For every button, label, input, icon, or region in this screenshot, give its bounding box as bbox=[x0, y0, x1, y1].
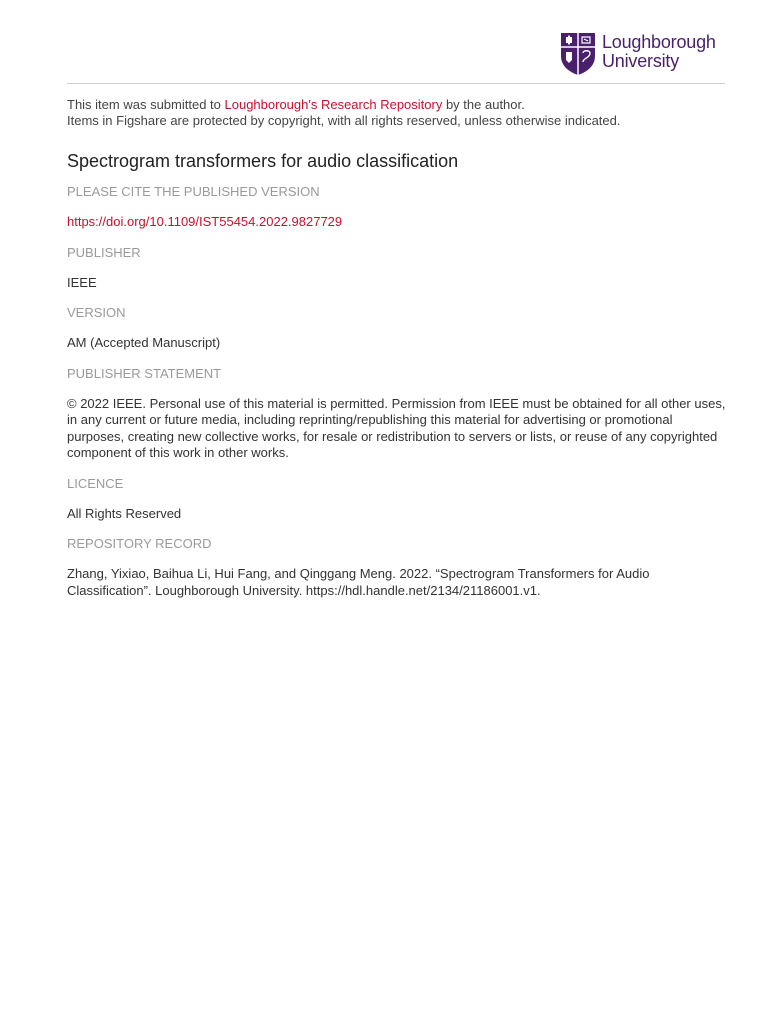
university-logo bbox=[560, 32, 730, 76]
licence-label: LICENCE bbox=[67, 475, 124, 491]
version-label: VERSION bbox=[67, 305, 126, 320]
doi-link[interactable]: https://doi.org/10.1109/IST55454.2022.9827729 bbox=[67, 214, 343, 229]
notice-suffix: by the author. bbox=[442, 97, 525, 112]
publisher-value: IEEE bbox=[67, 274, 97, 290]
logo-line-1: Loughborough bbox=[602, 32, 716, 52]
document-body bbox=[67, 97, 727, 599]
submission-notice bbox=[67, 97, 727, 113]
record-label: REPOSITORY RECORD bbox=[67, 536, 212, 551]
record-value: Zhang, Yixiao, Baihua Li, Hui Fang, and Qinggang Meng. 2022. “Spectrogram Transformers for Audio Classification”. Loughborough University. https://hdl.handle.net/2134/21186001.v1. bbox=[67, 566, 650, 598]
header-divider bbox=[67, 83, 725, 84]
statement-value: © 2022 IEEE. Personal use of this material is permitted. Permission from IEEE must be obtained for all other uses, in any current or future media, including reprinting/republishing this material for advertising or promotional purposes, creating new collective works, for resale or redistribution to servers or lists, or reuse of any copyrighted component of this work in other works. bbox=[67, 395, 726, 460]
logo-wordmark bbox=[602, 32, 716, 71]
logo-line-2: University bbox=[602, 51, 680, 71]
copyright-notice: Items in Figshare are protected by copyright, with all rights reserved, unless otherwise indicated. bbox=[67, 113, 621, 128]
licence-value: All Rights Reserved bbox=[67, 505, 182, 521]
university-crest-icon bbox=[560, 32, 596, 76]
version-value: AM (Accepted Manuscript) bbox=[67, 335, 221, 350]
statement-label: PUBLISHER STATEMENT bbox=[67, 365, 222, 381]
publisher-label: PUBLISHER bbox=[67, 244, 141, 260]
cite-label: PLEASE CITE THE PUBLISHED VERSION bbox=[67, 184, 320, 199]
item-title: Spectrogram transformers for audio classification bbox=[67, 151, 459, 171]
notice-prefix: This item was submitted to bbox=[67, 97, 225, 112]
repository-link[interactable]: Loughborough's Research Repository bbox=[224, 97, 443, 112]
